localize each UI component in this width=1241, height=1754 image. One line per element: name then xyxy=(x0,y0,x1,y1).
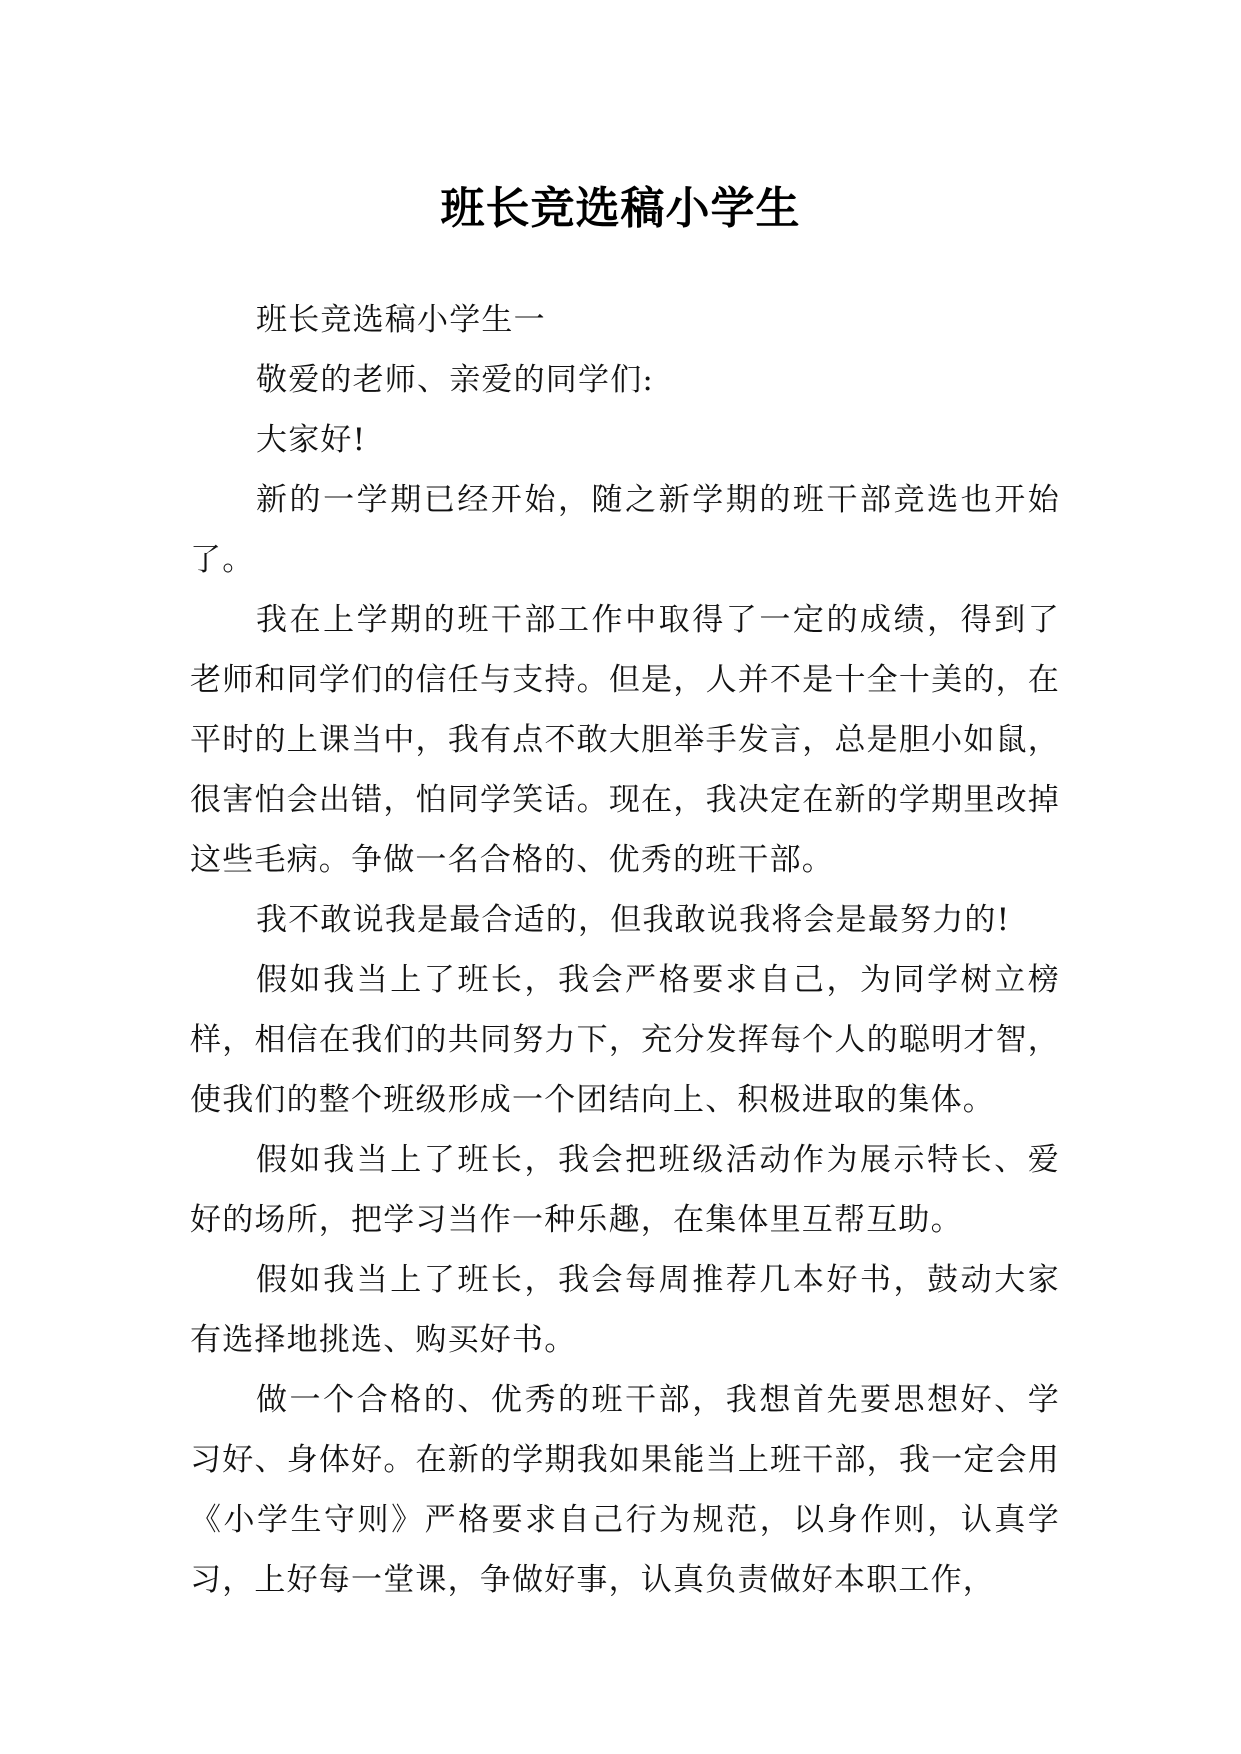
paragraph-subtitle: 班长竞选稿小学生一 xyxy=(256,302,546,338)
document-title: 班长竞选稿小学生 xyxy=(440,183,801,235)
paragraph: 假如我当上了班长，我会每周推荐几本好书，鼓动大家有选择地挑选、购买好书。 xyxy=(190,1262,1060,1358)
paragraph: 做一个合格的、优秀的班干部，我想首先要思想好、学习好、身体好。在新的学期我如果能当上班干部，我一定会用《小学生守则》严格要求自己行为规范，以身作则，认真学习，上好每一堂课，争做好事，认真负责做好本职工作， xyxy=(190,1382,1060,1598)
paragraph-greeting: 大家好! xyxy=(256,422,367,458)
paragraph: 假如我当上了班长，我会严格要求自己，为同学树立榜样，相信在我们的共同努力下，充分发挥每个人的聪明才智，使我们的整个班级形成一个团结向上、积极进取的集体。 xyxy=(190,962,1060,1118)
paragraph: 我在上学期的班干部工作中取得了一定的成绩，得到了老师和同学们的信任与支持。但是，人并不是十全十美的，在平时的上课当中，我有点不敢大胆举手发言，总是胆小如鼠，很害怕会出错，怕同学笑话。现在，我决定在新的学期里改掉这些毛病。争做一名合格的、优秀的班干部。 xyxy=(190,602,1060,878)
paragraph: 我不敢说我是最合适的，但我敢说我将会是最努力的! xyxy=(256,902,1011,938)
paragraph: 新的一学期已经开始，随之新学期的班干部竞选也开始了。 xyxy=(190,482,1060,578)
paragraph: 假如我当上了班长，我会把班级活动作为展示特长、爱好的场所，把学习当作一种乐趣，在集体里互帮互助。 xyxy=(190,1142,1060,1238)
document-body xyxy=(190,290,1060,1610)
paragraph-salutation: 敬爱的老师、亲爱的同学们: xyxy=(256,362,655,398)
